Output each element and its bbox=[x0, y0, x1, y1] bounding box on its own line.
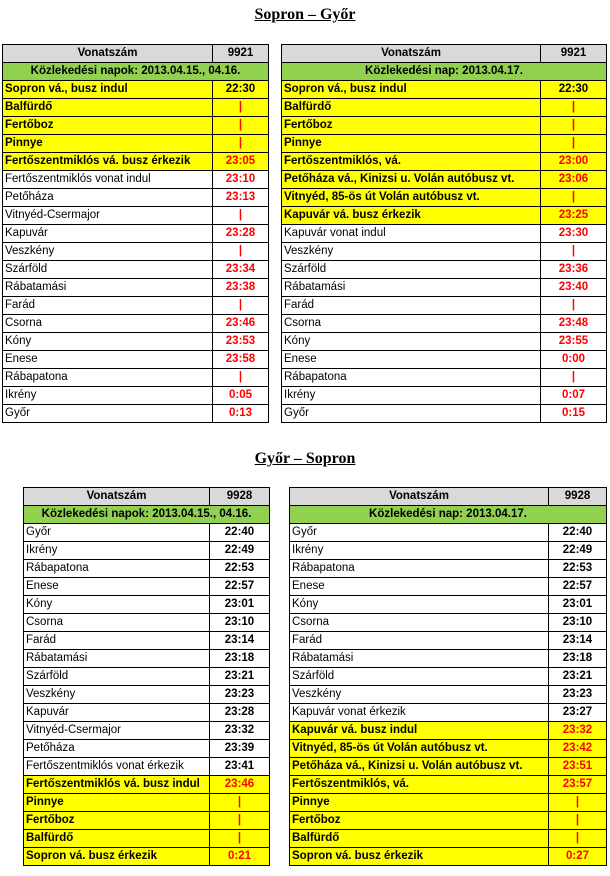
col-header-label: Vonatszám bbox=[282, 45, 541, 63]
table-row bbox=[24, 560, 270, 578]
station-name: Pinnye bbox=[24, 794, 210, 812]
departure-time: 0:21 bbox=[210, 848, 270, 866]
table-row bbox=[282, 261, 607, 279]
operating-days: Közlekedési nap: 2013.04.17. bbox=[282, 63, 607, 81]
station-name: Vitnyéd-Csermajor bbox=[24, 722, 210, 740]
table-row bbox=[3, 171, 269, 189]
station-name: Farád bbox=[3, 297, 213, 315]
station-name: Enese bbox=[290, 578, 549, 596]
departure-time: 23:05 bbox=[213, 153, 269, 171]
station-name: Sopron vá. busz érkezik bbox=[290, 848, 549, 866]
station-name: Kapuvár vá. busz érkezik bbox=[282, 207, 541, 225]
station-name: Farád bbox=[282, 297, 541, 315]
table-row bbox=[282, 117, 607, 135]
table-row bbox=[282, 135, 607, 153]
departure-time: | bbox=[541, 297, 607, 315]
table-row bbox=[24, 578, 270, 596]
station-name: Fertőszentmiklós vonat érkezik bbox=[24, 758, 210, 776]
table-row bbox=[24, 848, 270, 866]
station-name: Pinnye bbox=[290, 794, 549, 812]
table-row bbox=[282, 279, 607, 297]
departure-time: | bbox=[549, 812, 607, 830]
table-row bbox=[290, 794, 607, 812]
departure-time: | bbox=[213, 99, 269, 117]
station-name: Rábapatona bbox=[282, 369, 541, 387]
table-row bbox=[290, 704, 607, 722]
station-name: Veszkény bbox=[3, 243, 213, 261]
departure-time: 23:18 bbox=[549, 650, 607, 668]
station-name: Kapuvár vonat indul bbox=[282, 225, 541, 243]
col-header-label: Vonatszám bbox=[24, 488, 210, 506]
departure-time: | bbox=[541, 243, 607, 261]
table-row bbox=[3, 387, 269, 405]
departure-time: | bbox=[213, 297, 269, 315]
table-row bbox=[3, 279, 269, 297]
departure-time: | bbox=[541, 99, 607, 117]
table-row bbox=[3, 135, 269, 153]
train-number: 9928 bbox=[549, 488, 607, 506]
station-name: Enese bbox=[24, 578, 210, 596]
departure-time: 23:32 bbox=[210, 722, 270, 740]
departure-time: 23:21 bbox=[210, 668, 270, 686]
station-name: Győr bbox=[3, 405, 213, 423]
table-row bbox=[282, 315, 607, 333]
departure-time: 23:14 bbox=[549, 632, 607, 650]
station-name: Veszkény bbox=[290, 686, 549, 704]
table-row bbox=[24, 812, 270, 830]
table-row bbox=[24, 686, 270, 704]
departure-time: 0:15 bbox=[541, 405, 607, 423]
station-name: Enese bbox=[3, 351, 213, 369]
table-row bbox=[282, 405, 607, 423]
station-name: Kóny bbox=[3, 333, 213, 351]
departure-time: | bbox=[210, 812, 270, 830]
departure-time: 22:49 bbox=[210, 542, 270, 560]
table-row bbox=[24, 830, 270, 848]
departure-time: | bbox=[549, 830, 607, 848]
table-row bbox=[290, 542, 607, 560]
table-row bbox=[282, 153, 607, 171]
station-name: Csorna bbox=[290, 614, 549, 632]
train-number: 9928 bbox=[210, 488, 270, 506]
table-row bbox=[24, 596, 270, 614]
departure-time: 23:00 bbox=[541, 153, 607, 171]
col-header-label: Vonatszám bbox=[3, 45, 213, 63]
table-row bbox=[3, 369, 269, 387]
departure-time: | bbox=[213, 135, 269, 153]
departure-time: 23:57 bbox=[549, 776, 607, 794]
departure-time: | bbox=[213, 207, 269, 225]
station-name: Kapuvár vá. busz indul bbox=[290, 722, 549, 740]
departure-time: | bbox=[541, 189, 607, 207]
station-name: Kapuvár bbox=[24, 704, 210, 722]
table-row bbox=[290, 596, 607, 614]
table-row bbox=[290, 686, 607, 704]
station-name: Fertőboz bbox=[290, 812, 549, 830]
table-row bbox=[290, 812, 607, 830]
departure-time: | bbox=[541, 117, 607, 135]
col-header-label: Vonatszám bbox=[290, 488, 549, 506]
station-name: Szárföld bbox=[3, 261, 213, 279]
table-row bbox=[282, 351, 607, 369]
table-row bbox=[3, 351, 269, 369]
departure-time: | bbox=[541, 369, 607, 387]
table-row bbox=[282, 99, 607, 117]
table-row bbox=[290, 524, 607, 542]
station-name: Balfürdő bbox=[282, 99, 541, 117]
departure-time: 23:30 bbox=[541, 225, 607, 243]
station-name: Farád bbox=[24, 632, 210, 650]
station-name: Fertőszentmiklós vonat indul bbox=[3, 171, 213, 189]
departure-time: 23:34 bbox=[213, 261, 269, 279]
station-name: Szárföld bbox=[24, 668, 210, 686]
station-name: Sopron vá. busz érkezik bbox=[24, 848, 210, 866]
departure-time: 22:40 bbox=[549, 524, 607, 542]
table-row bbox=[3, 81, 269, 99]
table-row bbox=[24, 668, 270, 686]
departure-time: 23:48 bbox=[541, 315, 607, 333]
table-row bbox=[3, 297, 269, 315]
departure-time: | bbox=[541, 135, 607, 153]
departure-time: 23:38 bbox=[213, 279, 269, 297]
departure-time: 23:28 bbox=[210, 704, 270, 722]
station-name: Fertőszentmiklós vá. busz indul bbox=[24, 776, 210, 794]
table-row bbox=[290, 668, 607, 686]
departure-time: 23:10 bbox=[213, 171, 269, 189]
departure-time: 23:55 bbox=[541, 333, 607, 351]
departure-time: 0:27 bbox=[549, 848, 607, 866]
departure-time: 23:14 bbox=[210, 632, 270, 650]
table-row bbox=[282, 207, 607, 225]
station-name: Rábapatona bbox=[3, 369, 213, 387]
train-number: 9921 bbox=[213, 45, 269, 63]
station-name: Rábapatona bbox=[24, 560, 210, 578]
table-row bbox=[24, 542, 270, 560]
departure-time: | bbox=[213, 117, 269, 135]
station-name: Csorna bbox=[282, 315, 541, 333]
table-row bbox=[24, 794, 270, 812]
departure-time: 23:25 bbox=[541, 207, 607, 225]
departure-time: 23:53 bbox=[213, 333, 269, 351]
departure-time: 0:13 bbox=[213, 405, 269, 423]
departure-time: | bbox=[549, 794, 607, 812]
station-name: Kapuvár bbox=[3, 225, 213, 243]
departure-time: 22:57 bbox=[549, 578, 607, 596]
departure-time: 23:46 bbox=[213, 315, 269, 333]
station-name: Ikrény bbox=[24, 542, 210, 560]
departure-time: | bbox=[210, 794, 270, 812]
departure-time: 22:53 bbox=[549, 560, 607, 578]
departure-time: 23:10 bbox=[549, 614, 607, 632]
departure-time: 23:06 bbox=[541, 171, 607, 189]
station-name: Sopron vá., busz indul bbox=[3, 81, 213, 99]
table-row bbox=[290, 722, 607, 740]
departure-time: 0:00 bbox=[541, 351, 607, 369]
departure-time: 23:39 bbox=[210, 740, 270, 758]
departure-time: 23:58 bbox=[213, 351, 269, 369]
station-name: Szárföld bbox=[290, 668, 549, 686]
station-name: Csorna bbox=[3, 315, 213, 333]
table-row bbox=[282, 81, 607, 99]
departure-time: 23:13 bbox=[213, 189, 269, 207]
station-name: Kóny bbox=[24, 596, 210, 614]
departure-time: 23:42 bbox=[549, 740, 607, 758]
table-row bbox=[290, 758, 607, 776]
table-row bbox=[282, 243, 607, 261]
table-row bbox=[24, 722, 270, 740]
departure-time: 22:30 bbox=[541, 81, 607, 99]
station-name: Kóny bbox=[290, 596, 549, 614]
station-name: Győr bbox=[282, 405, 541, 423]
departure-time: | bbox=[213, 369, 269, 387]
station-name: Fertőszentmiklós, vá. bbox=[282, 153, 541, 171]
station-name: Ikrény bbox=[282, 387, 541, 405]
table-row bbox=[290, 830, 607, 848]
table-row bbox=[282, 333, 607, 351]
table-row bbox=[290, 632, 607, 650]
table-row bbox=[3, 117, 269, 135]
departure-time: 23:41 bbox=[210, 758, 270, 776]
table-row bbox=[290, 578, 607, 596]
departure-time: 22:40 bbox=[210, 524, 270, 542]
table-row bbox=[3, 99, 269, 117]
station-name: Győr bbox=[290, 524, 549, 542]
table-row bbox=[24, 614, 270, 632]
table-row bbox=[3, 243, 269, 261]
station-name: Kapuvár vonat érkezik bbox=[290, 704, 549, 722]
departure-time: 0:07 bbox=[541, 387, 607, 405]
table-row bbox=[282, 369, 607, 387]
station-name: Fertőboz bbox=[282, 117, 541, 135]
timetable-9921-weekday bbox=[2, 44, 269, 423]
table-row bbox=[3, 225, 269, 243]
departure-time: 0:05 bbox=[213, 387, 269, 405]
station-name: Pinnye bbox=[282, 135, 541, 153]
timetable-9928-special bbox=[289, 487, 607, 866]
departure-time: 23:51 bbox=[549, 758, 607, 776]
station-name: Győr bbox=[24, 524, 210, 542]
departure-time: 22:53 bbox=[210, 560, 270, 578]
departure-time: 23:01 bbox=[210, 596, 270, 614]
station-name: Fertőboz bbox=[24, 812, 210, 830]
station-name: Balfürdő bbox=[24, 830, 210, 848]
operating-days: Közlekedési napok: 2013.04.15., 04.16. bbox=[3, 63, 269, 81]
table-row bbox=[24, 704, 270, 722]
station-name: Petőháza vá., Kinizsi u. Volán autóbusz vt. bbox=[290, 758, 549, 776]
departure-time: 23:23 bbox=[210, 686, 270, 704]
station-name: Rábatamási bbox=[24, 650, 210, 668]
table-row bbox=[24, 632, 270, 650]
station-name: Veszkény bbox=[282, 243, 541, 261]
departure-time: 23:40 bbox=[541, 279, 607, 297]
station-name: Sopron vá., busz indul bbox=[282, 81, 541, 99]
operating-days: Közlekedési nap: 2013.04.17. bbox=[290, 506, 607, 524]
timetable-9928-weekday bbox=[23, 487, 270, 866]
table-row bbox=[3, 153, 269, 171]
station-name: Vitnyéd, 85-ös út Volán autóbusz vt. bbox=[290, 740, 549, 758]
departure-time: 23:18 bbox=[210, 650, 270, 668]
table-row bbox=[24, 758, 270, 776]
station-name: Rábapatona bbox=[290, 560, 549, 578]
station-name: Csorna bbox=[24, 614, 210, 632]
station-name: Fertőszentmiklós, vá. bbox=[290, 776, 549, 794]
station-name: Ikrény bbox=[290, 542, 549, 560]
title-gyor-sopron: Győr – Sopron bbox=[254, 450, 356, 467]
table-row bbox=[282, 171, 607, 189]
table-row bbox=[290, 650, 607, 668]
station-name: Balfürdő bbox=[3, 99, 213, 117]
station-name: Fertőszentmiklós vá. busz érkezik bbox=[3, 153, 213, 171]
train-number: 9921 bbox=[541, 45, 607, 63]
table-row bbox=[282, 387, 607, 405]
table-row bbox=[290, 740, 607, 758]
table-row bbox=[24, 650, 270, 668]
departure-time: 23:23 bbox=[549, 686, 607, 704]
table-row bbox=[24, 740, 270, 758]
station-name: Balfürdő bbox=[290, 830, 549, 848]
station-name: Vitnyéd, 85-ös út Volán autóbusz vt. bbox=[282, 189, 541, 207]
station-name: Petőháza bbox=[24, 740, 210, 758]
table-row bbox=[290, 560, 607, 578]
table-row bbox=[282, 225, 607, 243]
departure-time: | bbox=[210, 830, 270, 848]
departure-time: 23:36 bbox=[541, 261, 607, 279]
station-name: Rábatamási bbox=[282, 279, 541, 297]
table-row bbox=[3, 189, 269, 207]
departure-time: 23:27 bbox=[549, 704, 607, 722]
table-row bbox=[290, 776, 607, 794]
station-name: Rábatamási bbox=[290, 650, 549, 668]
departure-time: 22:57 bbox=[210, 578, 270, 596]
station-name: Pinnye bbox=[3, 135, 213, 153]
timetable-9921-special bbox=[281, 44, 607, 423]
departure-time: 23:01 bbox=[549, 596, 607, 614]
departure-time: 23:32 bbox=[549, 722, 607, 740]
table-row bbox=[3, 333, 269, 351]
departure-time: 23:28 bbox=[213, 225, 269, 243]
departure-time: 22:49 bbox=[549, 542, 607, 560]
table-row bbox=[282, 189, 607, 207]
station-name: Farád bbox=[290, 632, 549, 650]
departure-time: 23:10 bbox=[210, 614, 270, 632]
table-row bbox=[282, 297, 607, 315]
departure-time: | bbox=[213, 243, 269, 261]
table-row bbox=[290, 848, 607, 866]
station-name: Enese bbox=[282, 351, 541, 369]
station-name: Szárföld bbox=[282, 261, 541, 279]
station-name: Veszkény bbox=[24, 686, 210, 704]
table-row bbox=[3, 261, 269, 279]
departure-time: 22:30 bbox=[213, 81, 269, 99]
title-sopron-gyor: Sopron – Győr bbox=[254, 6, 356, 23]
operating-days: Közlekedési napok: 2013.04.15., 04.16. bbox=[24, 506, 270, 524]
station-name: Fertőboz bbox=[3, 117, 213, 135]
table-row bbox=[3, 315, 269, 333]
station-name: Kóny bbox=[282, 333, 541, 351]
departure-time: 23:46 bbox=[210, 776, 270, 794]
table-row bbox=[290, 614, 607, 632]
table-row bbox=[24, 776, 270, 794]
station-name: Vitnyéd-Csermajor bbox=[3, 207, 213, 225]
station-name: Ikrény bbox=[3, 387, 213, 405]
station-name: Petőháza vá., Kinizsi u. Volán autóbusz vt. bbox=[282, 171, 541, 189]
table-row bbox=[3, 405, 269, 423]
station-name: Rábatamási bbox=[3, 279, 213, 297]
departure-time: 23:21 bbox=[549, 668, 607, 686]
station-name: Petőháza bbox=[3, 189, 213, 207]
table-row bbox=[24, 524, 270, 542]
table-row bbox=[3, 207, 269, 225]
